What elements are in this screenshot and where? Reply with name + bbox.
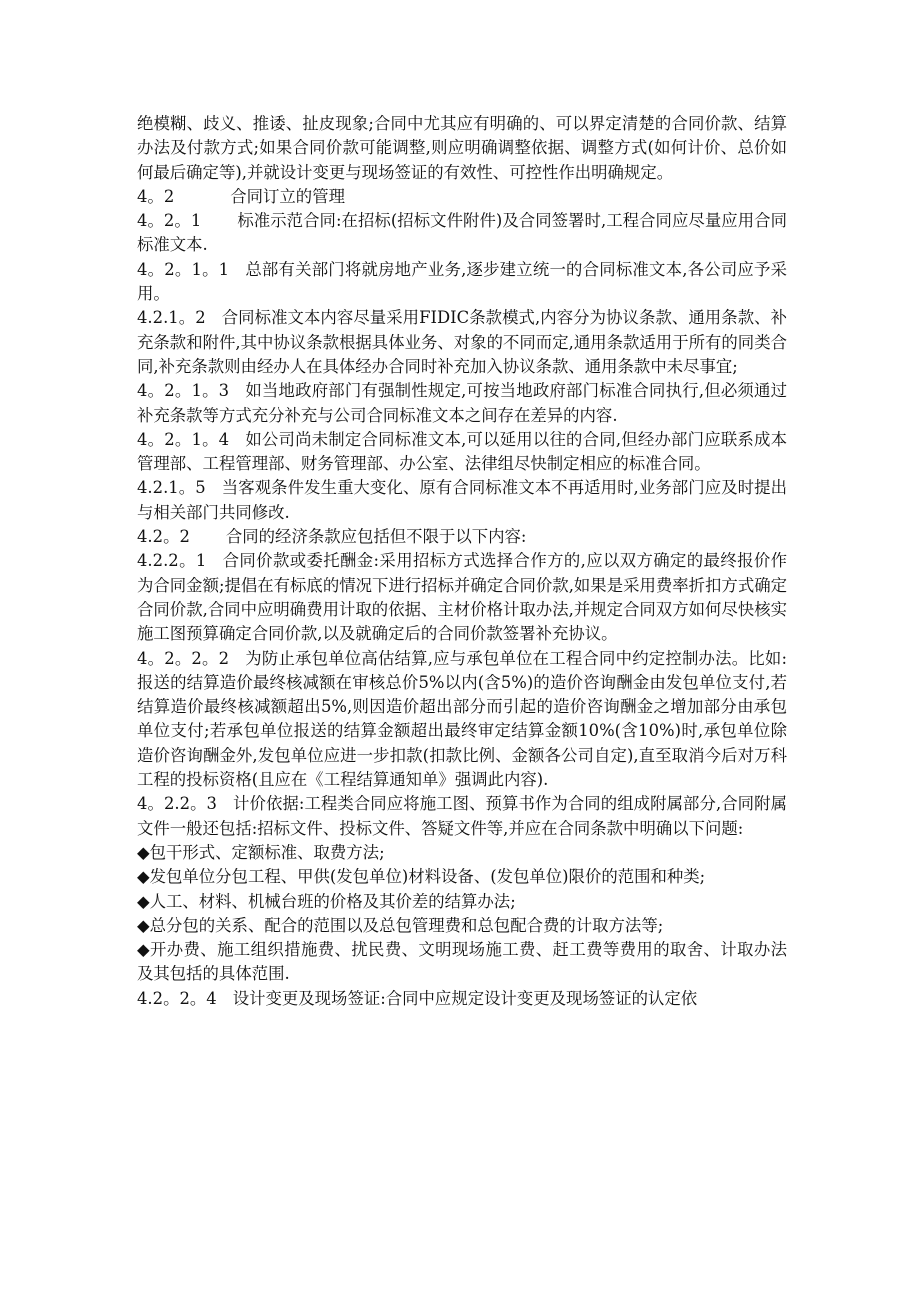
clause-text: 合同的经济条款应包括但不限于以下内容: [225,527,527,547]
clause-4-2-2-3 [137,792,787,841]
clause-number: 4。2.2。3 [137,794,217,814]
clause-number: 4。2。1 [137,211,202,231]
clause-4-2-1 [137,209,787,258]
clause-4-2-1-2 [137,306,787,379]
clause-4-2-2 [137,525,787,549]
clause-number: 4.2.1。5 [137,478,206,498]
clause-4-2-1-1 [137,258,787,307]
document-page [137,112,787,1011]
clause-number: 4。2。1。4 [137,429,230,449]
clause-number: 4.2.2。1 [137,551,207,571]
clause-number: 4。2。1。1 [137,259,230,279]
bullet-item: ◆包干形式、定额标准、取费方法; [137,842,385,862]
clause-number: 4。2。2。2 [137,648,230,668]
clause-text: 合同标准文本内容尽量采用FIDIC条款模式,内容分为协议条款、通用条款、补充条款和附件,其中协议条款根据具体业务、对象的不同而定,通用条款适用于所有的同类合同,补充条款则由经办人在具体经办合同时补充加入协议条款、通用条款中未尽事宜; [137,308,787,376]
clause-text: 合同价款或委托酬金:采用招标方式选择合作方的,应以双方确定的最终报价作为合同金额;提倡在有标底的情况下进行招标并确定合同价款,如果是采用费率折扣方式确定合同价款,合同中应明确费用计取的依据、主材价格计取办法,并规定合同双方如何尽快核实施工图预算确定合同价款,以及就确定后的合同价款签署补充协议。 [137,551,787,644]
clause-number: 4.2.1。2 [137,308,206,328]
clause-4-2-2-1 [137,549,787,646]
clause-4-2-2-2 [137,647,787,793]
bullet-item: ◆发包单位分包工程、甲供(发包单位)材料设备、(发包单位)限价的范围和种类; [137,867,706,887]
bullet-item: ◆开办费、施工组织措施费、扰民费、文明现场施工费、赶工费等费用的取舍、计取办法及其包括的具体范围. [137,940,787,984]
clause-text: 如公司尚未制定合同标准文本,可以延用以往的合同,但经办部门应联系成本管理部、工程管理部、财务管理部、办公室、法律组尽快制定相应的标准合同。 [137,429,788,474]
clause-4-2-1-5 [137,476,787,525]
section-number: 4。2 [137,186,175,206]
clause-number: 4.2。2。4 [137,988,217,1008]
bullet-item: ◆总分包的关系、配合的范围以及总包管理费和总包配合费的计取方法等; [137,915,664,935]
clause-text: 标准示范合同:在招标(招标文件附件)及合同签署时,工程合同应尽量应用合同标准文本. [137,211,787,255]
clause-text: 如当地政府部门有强制性规定,可按当地政府部门标准合同执行,但必须通过补充条款等方式充分补充与公司合同标准文本之间存在差异的内容. [137,381,788,425]
section-title: 合同订立的管理 [230,186,345,206]
clause-4-2-1-3 [137,379,787,428]
clause-text: 总部有关部门将就房地产业务,逐步建立统一的合同标准文本,各公司应予采用。 [137,259,788,304]
clause-number: 4。2。1。3 [137,381,230,401]
clause-4-2-2-4 [137,987,787,1011]
paragraph-continuation: 绝模糊、歧义、推诿、扯皮现象;合同中尤其应有明确的、可以界定清楚的合同价款、结算办法及付款方式;如果合同价款可能调整,则应明确调整依据、调整方式(如何计价、总价如何最后确定等),并就设计变更与现场签证的有效性、可控性作出明确规定。 [137,114,787,182]
bullet-item: ◆人工、材料、机械台班的价格及其价差的结算办法; [137,891,516,911]
clause-text: 为防止承包单位高估结算,应与承包单位在工程合同中约定控制办法。比如:报送的结算造价最终核减额在审核总价5%以内(含5%)的造价咨询酬金由发包单位支付,若结算造价最终核减额超出5%,则因造价超出部分而引起的造价咨询酬金之增加部分由承包单位支付;若承包单位报送的结算金额超出最终审定结算金额10%(含10%)时,承包单位除造价咨询酬金外,发包单位应进一步扣款(扣款比例、金额各公司自定),直至取消今后对万科工程的投标资格(且应在《工程结算通知单》强调此内容). [137,648,788,790]
clause-text: 当客观条件发生重大变化、原有合同标准文本不再适用时,业务部门应及时提出与相关部门共同修改. [137,478,787,522]
clause-text: 设计变更及现场签证:合同中应规定设计变更及现场签证的认定依 [232,988,698,1008]
clause-text: 计价依据:工程类合同应将施工图、预算书作为合同的组成附属部分,合同附属文件一般还包括:招标文件、投标文件、答疑文件等,并应在合同条款中明确以下问题: [137,794,787,838]
clause-number: 4.2。2 [137,527,190,547]
section-heading-4-2 [137,185,787,209]
clause-4-2-1-4 [137,428,787,477]
